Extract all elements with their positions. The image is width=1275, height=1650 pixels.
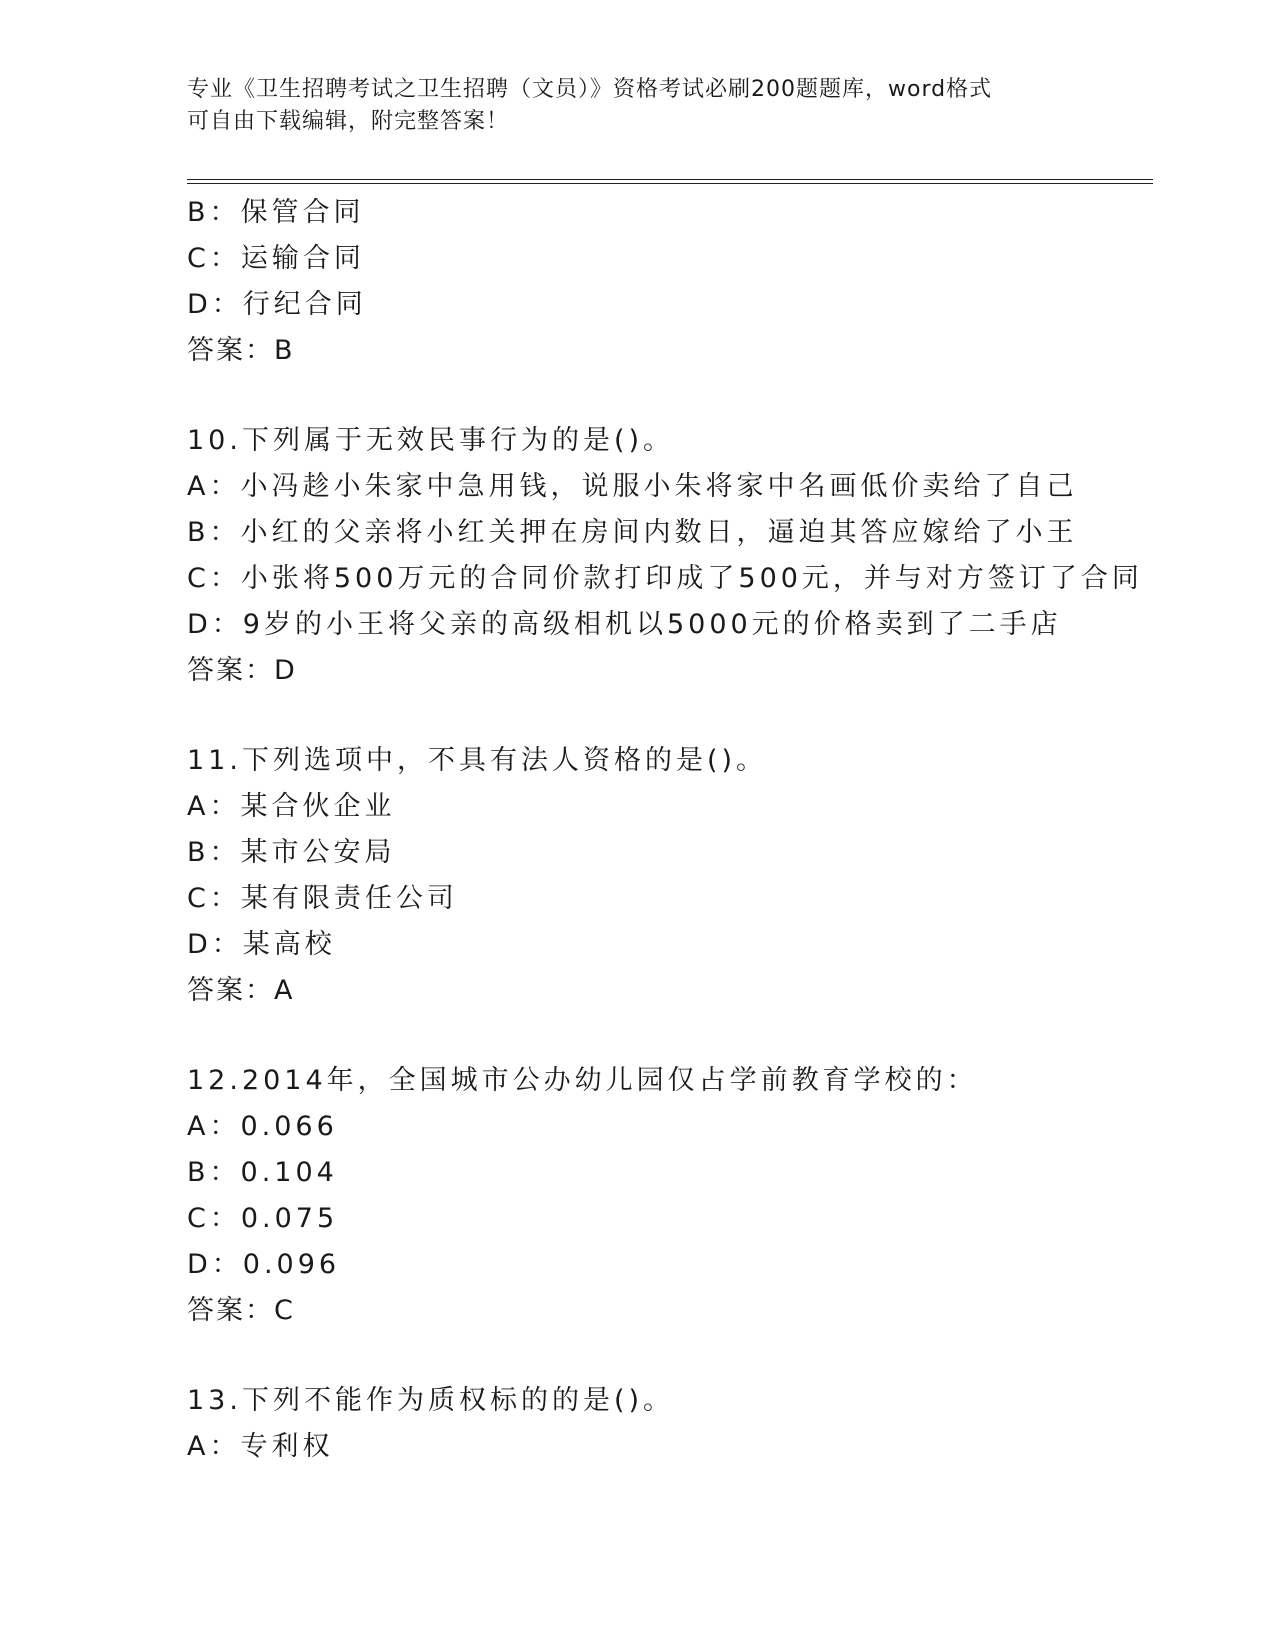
question-text: 10.下列属于无效民事行为的是()。 xyxy=(187,425,675,456)
option-a: A：0.066 xyxy=(187,1111,338,1142)
header-rule-top xyxy=(187,179,1153,180)
option-b: B：保管合同 xyxy=(187,197,365,228)
option-c: C：小张将500万元的合同价款打印成了500元，并与对方签订了合同 xyxy=(187,563,1143,594)
question-13 xyxy=(187,1378,1147,1470)
question-9-continued xyxy=(187,190,1147,374)
option-a: A：某合伙企业 xyxy=(187,791,396,822)
header-line-2: 可自由下载编辑，附完整答案！ xyxy=(187,109,510,134)
answer: 答案：B xyxy=(187,335,295,366)
answer: 答案：C xyxy=(187,1295,295,1326)
option-b: B：0.104 xyxy=(187,1157,338,1188)
option-b: B：小红的父亲将小红关押在房间内数日，逼迫其答应嫁给了小王 xyxy=(187,517,1078,548)
option-d: D：0.096 xyxy=(187,1249,341,1280)
answer: 答案：A xyxy=(187,975,295,1006)
question-12 xyxy=(187,1058,1147,1334)
question-text: 11.下列选项中，不具有法人资格的是()。 xyxy=(187,745,768,776)
header-line-1: 专业《卫生招聘考试之卫生招聘（文员）》资格考试必刷200题题库，word格式 xyxy=(187,77,993,102)
option-b: B：某市公安局 xyxy=(187,837,396,868)
option-c: C：某有限责任公司 xyxy=(187,883,458,914)
document-header xyxy=(187,74,1087,138)
option-a: A：专利权 xyxy=(187,1431,334,1462)
option-c: C：0.075 xyxy=(187,1203,339,1234)
option-d: D：某高校 xyxy=(187,929,336,960)
question-10 xyxy=(187,418,1147,694)
option-d: D：行纪合同 xyxy=(187,289,367,320)
question-text: 12.2014年，全国城市公办幼儿园仅占学前教育学校的： xyxy=(187,1065,978,1096)
option-a: A：小冯趁小朱家中急用钱，说服小朱将家中名画低价卖给了自己 xyxy=(187,471,1078,502)
question-11 xyxy=(187,738,1147,1014)
option-c: C：运输合同 xyxy=(187,243,365,274)
question-text: 13.下列不能作为质权标的的是()。 xyxy=(187,1385,675,1416)
answer: 答案：D xyxy=(187,655,297,686)
option-d: D：9岁的小王将父亲的高级相机以5000元的价格卖到了二手店 xyxy=(187,609,1062,640)
header-rule-bottom xyxy=(187,183,1153,184)
question-list xyxy=(187,190,1147,1470)
